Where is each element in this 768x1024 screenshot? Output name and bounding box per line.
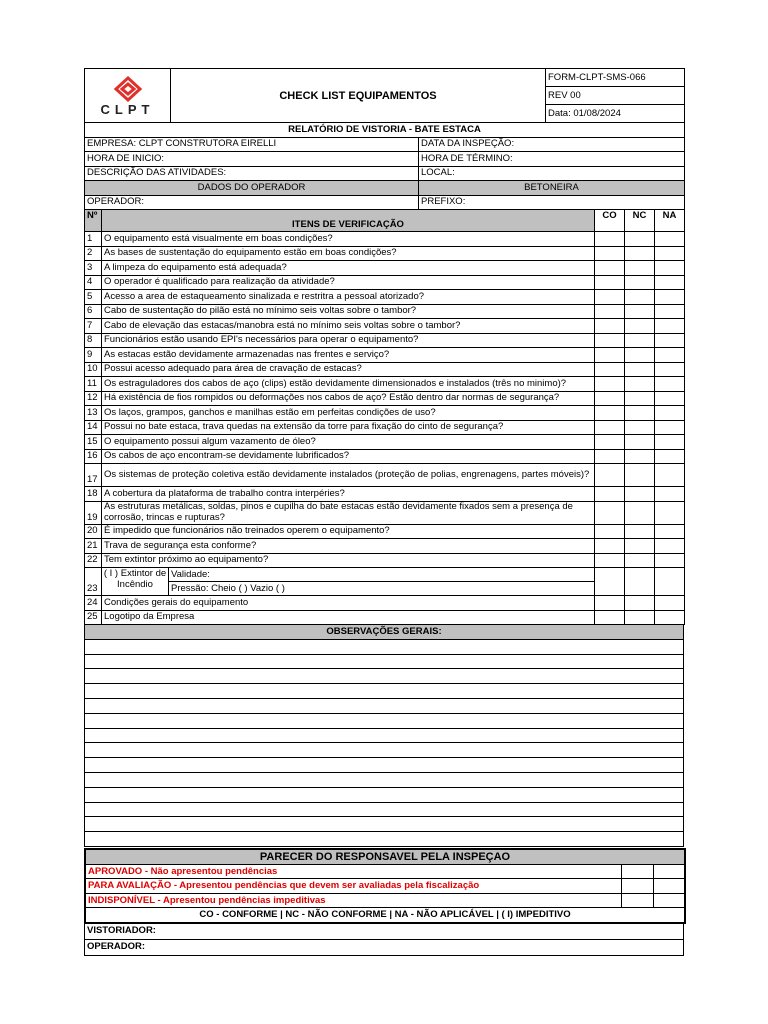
item-number: 21 xyxy=(85,539,102,554)
check-na[interactable] xyxy=(655,487,685,502)
observacao-cell[interactable] xyxy=(85,817,684,832)
table-row xyxy=(85,304,685,319)
table-row xyxy=(85,435,685,450)
check-na[interactable] xyxy=(655,553,685,568)
item-number: 19 xyxy=(85,501,102,524)
check-co[interactable] xyxy=(595,553,625,568)
logo-cell xyxy=(85,69,171,123)
item-number: 23 xyxy=(85,568,102,596)
check-co[interactable] xyxy=(595,391,625,406)
form-date: Data: 01/08/2024 xyxy=(546,105,685,123)
observacao-line[interactable] xyxy=(85,832,684,847)
check-co[interactable] xyxy=(595,539,625,554)
item-number: 16 xyxy=(85,449,102,464)
check-nc[interactable] xyxy=(625,610,655,625)
observacao-cell[interactable] xyxy=(85,787,684,802)
table-row xyxy=(85,319,685,334)
check-na[interactable] xyxy=(655,539,685,554)
observacao-cell[interactable] xyxy=(85,684,684,699)
item-text: Acesso a area de estaqueamento sinalizada e restritra a pessoal atorizado? xyxy=(102,290,595,305)
check-na[interactable] xyxy=(655,524,685,539)
check-na[interactable] xyxy=(655,275,685,290)
check-nc[interactable] xyxy=(625,596,655,611)
observacao-line[interactable] xyxy=(85,654,684,669)
item-number: 25 xyxy=(85,610,102,625)
report-subtitle: RELATÓRIO DE VISTORIA - BATE ESTACA xyxy=(85,123,685,138)
legend: CO - CONFORME | NC - NÃO CONFORME | NA - NÃO APLICÁVEL | ( I) IMPEDITIVO xyxy=(85,908,685,923)
check-co[interactable] xyxy=(595,406,625,421)
item-text: Trava de segurança esta conforme? xyxy=(102,539,595,554)
item-text: As estacas estão devidamente armazenadas nas frentes e serviço? xyxy=(102,348,595,363)
item-number: 9 xyxy=(85,348,102,363)
extintor-label: ( I ) Extintor de Incêndio xyxy=(102,568,169,595)
check-nc[interactable] xyxy=(625,524,655,539)
check-co[interactable] xyxy=(595,449,625,464)
col-num-header: Nº xyxy=(85,210,102,232)
check-na[interactable] xyxy=(655,435,685,450)
check-co[interactable] xyxy=(595,420,625,435)
table-row xyxy=(85,420,685,435)
item-number: 10 xyxy=(85,362,102,377)
item-text: A cobertura da plataforma de trabalho contra interpéries? xyxy=(102,487,595,502)
checklist-table xyxy=(84,209,685,625)
check-na[interactable] xyxy=(655,261,685,276)
check-nc[interactable] xyxy=(625,406,655,421)
check-nc[interactable] xyxy=(625,501,655,524)
observacao-line[interactable] xyxy=(85,713,684,728)
col-na-header: NA xyxy=(655,210,685,232)
item-text: Os estraguladores dos cabos de aço (clips) estão devidamente dimensionados e instalados (três no minimo)? xyxy=(102,377,595,392)
table-row xyxy=(85,261,685,276)
avaliacao-option: PARA AVALIAÇÃO - Apresentou pendências que devem ser avaliadas pela fiscalização xyxy=(85,879,621,894)
item-text: Os sistemas de proteção coletiva estão devidamente instalados (proteção de polias, engrenagens, partes móveis)? xyxy=(102,464,595,487)
check-na[interactable] xyxy=(655,246,685,261)
item-text: Tem extintor próximo ao equipamento? xyxy=(102,553,595,568)
observacao-cell[interactable] xyxy=(85,802,684,817)
item-number: 3 xyxy=(85,261,102,276)
observacao-line[interactable] xyxy=(85,817,684,832)
item-number: 17 xyxy=(85,464,102,487)
col-items-header: ITENS DE VERIFICAÇÃO xyxy=(102,210,595,232)
check-co[interactable] xyxy=(595,290,625,305)
item-text: A limpeza do equipamento está adequada? xyxy=(102,261,595,276)
item-number: 22 xyxy=(85,553,102,568)
item-number: 2 xyxy=(85,246,102,261)
empresa-field[interactable]: EMPRESA: CLPT CONSTRUTORA EIRELLI xyxy=(85,137,419,152)
check-nc[interactable] xyxy=(625,377,655,392)
check-co[interactable] xyxy=(595,487,625,502)
check-co[interactable] xyxy=(595,435,625,450)
logo-text: CLPT xyxy=(100,101,155,117)
checklist-sheet xyxy=(84,68,684,956)
hora-inicio-field[interactable]: HORA DE INICIO: xyxy=(85,152,419,167)
checklist-body xyxy=(85,232,685,568)
observacao-line[interactable] xyxy=(85,669,684,684)
item-number: 15 xyxy=(85,435,102,450)
table-row xyxy=(85,487,685,502)
betoneira-header: BETONEIRA xyxy=(419,181,685,196)
table-row xyxy=(85,362,685,377)
check-nc[interactable] xyxy=(625,261,655,276)
table-row xyxy=(85,377,685,392)
observacao-line[interactable] xyxy=(85,728,684,743)
table-row xyxy=(85,275,685,290)
extintor-pressao[interactable]: Pressão: Cheio ( ) Vazio ( ) xyxy=(171,583,285,594)
table-row xyxy=(85,348,685,363)
observacao-line[interactable] xyxy=(85,772,684,787)
aprovado-option: APROVADO - Não apresentou pendências xyxy=(85,864,621,879)
observacao-cell[interactable] xyxy=(85,832,684,847)
table-row xyxy=(85,391,685,406)
observacao-line[interactable] xyxy=(85,698,684,713)
item-number: 18 xyxy=(85,487,102,502)
check-nc[interactable] xyxy=(625,333,655,348)
item-text: As bases de sustentação do equipamento estão em boas condições? xyxy=(102,246,595,261)
check-na[interactable] xyxy=(655,596,685,611)
item-number: 13 xyxy=(85,406,102,421)
observacao-line[interactable] xyxy=(85,787,684,802)
check-nc[interactable] xyxy=(625,464,655,487)
prefixo-field[interactable]: PREFIXO: xyxy=(419,195,685,210)
check-co[interactable] xyxy=(595,568,625,596)
item-number: 24 xyxy=(85,596,102,611)
item-number: 12 xyxy=(85,391,102,406)
check-nc[interactable] xyxy=(625,275,655,290)
check-na[interactable] xyxy=(655,406,685,421)
check-co[interactable] xyxy=(595,501,625,524)
check-na[interactable] xyxy=(655,464,685,487)
item-text: Possui acesso adequado para área de cravação de estacas? xyxy=(102,362,595,377)
check-na[interactable] xyxy=(655,610,685,625)
item-text: O operador é qualificado para realização da atividade? xyxy=(102,275,595,290)
check-nc[interactable] xyxy=(625,553,655,568)
observacoes-title: OBSERVAÇÕES GERAIS: xyxy=(85,625,684,640)
item-text: Os cabos de aço encontram-se devidamente lubrificados? xyxy=(102,449,595,464)
check-na[interactable] xyxy=(655,377,685,392)
table-row xyxy=(85,290,685,305)
check-nc[interactable] xyxy=(625,319,655,334)
item-number: 14 xyxy=(85,420,102,435)
item-text: Os laços, grampos, ganchos e manilhas estão em perfeitas condições de uso? xyxy=(102,406,595,421)
observacao-cell[interactable] xyxy=(85,654,684,669)
item-number: 6 xyxy=(85,304,102,319)
check-nc[interactable] xyxy=(625,348,655,363)
check-co[interactable] xyxy=(595,275,625,290)
check-na[interactable] xyxy=(655,362,685,377)
avaliacao-check[interactable] xyxy=(621,879,653,894)
company-logo xyxy=(87,76,168,116)
observacao-line[interactable] xyxy=(85,684,684,699)
clpt-logo-icon xyxy=(113,76,143,102)
check-co[interactable] xyxy=(595,464,625,487)
item-number: 4 xyxy=(85,275,102,290)
item-number: 20 xyxy=(85,524,102,539)
check-co[interactable] xyxy=(595,232,625,247)
descricao-field[interactable]: DESCRIÇÃO DAS ATIVIDADES: xyxy=(85,166,419,181)
dados-operador-header: DADOS DO OPERADOR xyxy=(85,181,419,196)
item-text: Logotipo da Empresa xyxy=(102,610,595,625)
check-na[interactable] xyxy=(655,232,685,247)
aprovado-check-2[interactable] xyxy=(653,864,685,879)
observacao-cell[interactable] xyxy=(85,669,684,684)
check-co[interactable] xyxy=(595,246,625,261)
item-number: 1 xyxy=(85,232,102,247)
item-number: 11 xyxy=(85,377,102,392)
vistoriador-field[interactable]: VISTORIADOR: xyxy=(85,923,684,939)
item-text: As estruturas metálicas, soldas, pinos e cupilha do bate estacas estão devidamente fixados sem a presença de corrosão, trincas e rupturas? xyxy=(102,501,595,524)
check-na[interactable] xyxy=(655,304,685,319)
check-na[interactable] xyxy=(655,501,685,524)
observacao-cell[interactable] xyxy=(85,728,684,743)
document-title: CHECK LIST EQUIPAMENTOS xyxy=(171,69,546,123)
operador-field[interactable]: OPERADOR: xyxy=(85,195,419,210)
check-na[interactable] xyxy=(655,420,685,435)
table-row xyxy=(85,406,685,421)
extintor-item xyxy=(102,568,595,596)
check-co[interactable] xyxy=(595,333,625,348)
check-nc[interactable] xyxy=(625,539,655,554)
observacao-line[interactable] xyxy=(85,802,684,817)
table-row xyxy=(85,333,685,348)
observacao-line[interactable] xyxy=(85,743,684,758)
check-nc[interactable] xyxy=(625,391,655,406)
observacao-cell[interactable] xyxy=(85,713,684,728)
avaliacao-check-2[interactable] xyxy=(653,879,685,894)
item-number: 5 xyxy=(85,290,102,305)
check-co[interactable] xyxy=(595,377,625,392)
table-row xyxy=(85,524,685,539)
observacao-cell[interactable] xyxy=(85,772,684,787)
check-co[interactable] xyxy=(595,610,625,625)
extintor-validade[interactable]: Validade: xyxy=(169,568,594,582)
check-nc[interactable] xyxy=(625,568,655,596)
item-text: É impedido que funcionários não treinados operem o equipamento? xyxy=(102,524,595,539)
observacao-cell[interactable] xyxy=(85,743,684,758)
check-co[interactable] xyxy=(595,319,625,334)
hora-termino-field[interactable]: HORA DE TÉRMINO: xyxy=(419,152,685,167)
signature-table xyxy=(84,923,684,956)
check-nc[interactable] xyxy=(625,232,655,247)
check-nc[interactable] xyxy=(625,420,655,435)
check-nc[interactable] xyxy=(625,304,655,319)
check-co[interactable] xyxy=(595,261,625,276)
check-na[interactable] xyxy=(655,319,685,334)
form-code: FORM-CLPT-SMS-066 xyxy=(546,69,685,87)
check-co[interactable] xyxy=(595,524,625,539)
check-co[interactable] xyxy=(595,596,625,611)
observacoes-table xyxy=(84,624,684,847)
observacao-cell[interactable] xyxy=(85,639,684,654)
table-row xyxy=(85,464,685,487)
item-text: Condições gerais do equipamento xyxy=(102,596,595,611)
table-row xyxy=(85,539,685,554)
item-text: Funcionários estão usando EPI's necessários para operar o equipamento? xyxy=(102,333,595,348)
observacao-line[interactable] xyxy=(85,639,684,654)
check-co[interactable] xyxy=(595,362,625,377)
item-text: O equipamento está visualmente em boas condições? xyxy=(102,232,595,247)
item-number: 8 xyxy=(85,333,102,348)
check-nc[interactable] xyxy=(625,449,655,464)
check-na[interactable] xyxy=(655,348,685,363)
check-nc[interactable] xyxy=(625,290,655,305)
info-table xyxy=(84,137,685,211)
header-table xyxy=(84,68,685,138)
table-row xyxy=(85,232,685,247)
indisponivel-option: INDISPONÍVEL - Apresentou pendências impeditivas xyxy=(85,893,621,908)
observacao-line[interactable] xyxy=(85,758,684,773)
parecer-title: PARECER DO RESPONSAVEL PELA INSPEÇAO xyxy=(85,849,685,865)
check-co[interactable] xyxy=(595,348,625,363)
revision: REV 00 xyxy=(546,87,685,105)
check-na[interactable] xyxy=(655,290,685,305)
check-nc[interactable] xyxy=(625,487,655,502)
indisponivel-check-2[interactable] xyxy=(653,893,685,908)
item-text: O equipamento possui algum vazamento de óleo? xyxy=(102,435,595,450)
item-number: 7 xyxy=(85,319,102,334)
check-nc[interactable] xyxy=(625,362,655,377)
item-text: Há existência de fios rompidos ou deformações nos cabos de aço? Estão dentro dar normas de segurança? xyxy=(102,391,595,406)
table-row xyxy=(85,553,685,568)
item-text: Possui no bate estaca, trava quedas na extensão da torre para fixação do cinto de segurança? xyxy=(102,420,595,435)
check-na[interactable] xyxy=(655,333,685,348)
aprovado-check[interactable] xyxy=(621,864,653,879)
check-na[interactable] xyxy=(655,391,685,406)
item-text: Cabo de elevação das estacas/manobra está no mínimo seis voltas sobre o tambor? xyxy=(102,319,595,334)
observacao-cell[interactable] xyxy=(85,698,684,713)
check-nc[interactable] xyxy=(625,435,655,450)
col-co-header: CO xyxy=(595,210,625,232)
table-row xyxy=(85,501,685,524)
check-co[interactable] xyxy=(595,304,625,319)
check-na[interactable] xyxy=(655,568,685,596)
observacoes-lines xyxy=(85,639,684,846)
data-inspecao-field[interactable]: DATA DA INSPEÇÃO: xyxy=(419,137,685,152)
item-text: Cabo de sustentação do pilão está no mínimo seis voltas sobre o tambor? xyxy=(102,304,595,319)
table-row xyxy=(85,449,685,464)
operador-signature-field[interactable]: OPERADOR: xyxy=(85,939,684,955)
check-nc[interactable] xyxy=(625,246,655,261)
local-field[interactable]: LOCAL: xyxy=(419,166,685,181)
parecer-table xyxy=(84,848,686,924)
table-row xyxy=(85,246,685,261)
check-na[interactable] xyxy=(655,449,685,464)
col-nc-header: NC xyxy=(625,210,655,232)
indisponivel-check[interactable] xyxy=(621,893,653,908)
observacao-cell[interactable] xyxy=(85,758,684,773)
